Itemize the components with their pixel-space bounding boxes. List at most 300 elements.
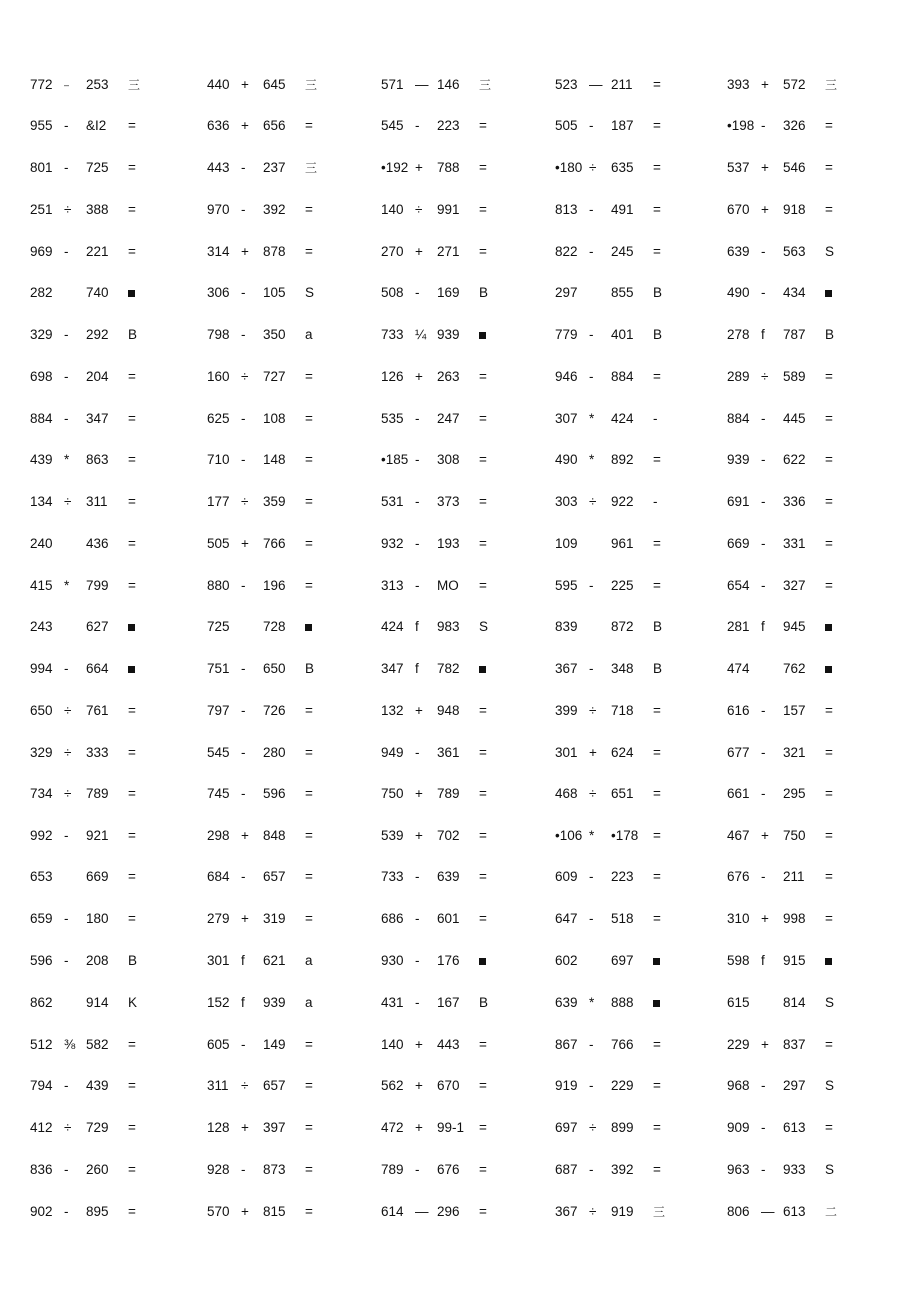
operator: ÷ [589, 1120, 597, 1135]
left-operand: 535 [381, 411, 404, 426]
right-operand: 392 [263, 202, 286, 217]
right-operand: 439 [86, 1078, 109, 1093]
result-mark: = [305, 786, 313, 801]
left-operand: 734 [30, 786, 53, 801]
left-operand: 598 [727, 953, 750, 968]
operator: - [589, 1037, 594, 1052]
left-operand: 412 [30, 1120, 53, 1135]
left-operand: 126 [381, 369, 404, 384]
problem-row [0, 367, 920, 387]
operator: - [589, 869, 594, 884]
filled-square-mark [825, 283, 832, 303]
result-mark: = [128, 244, 136, 259]
left-operand: 684 [207, 869, 230, 884]
operator: + [761, 77, 769, 92]
right-operand: MO [437, 578, 459, 593]
left-operand: 751 [207, 661, 230, 676]
filled-square-mark [479, 325, 486, 345]
right-operand: 939 [263, 995, 286, 1010]
result-mark: = [479, 828, 487, 843]
right-operand: 961 [611, 536, 634, 551]
result-mark: = [128, 1204, 136, 1219]
operator: - [241, 202, 246, 217]
problem-row [0, 951, 920, 971]
left-operand: 605 [207, 1037, 230, 1052]
result-mark: = [128, 536, 136, 551]
right-operand: 176 [437, 953, 460, 968]
operator: — [589, 77, 603, 92]
problem-row [0, 534, 920, 554]
result-mark: = [305, 745, 313, 760]
operator: f [761, 327, 765, 342]
result-mark: = [128, 160, 136, 175]
problem-row [0, 993, 920, 1013]
right-operand: 424 [611, 411, 634, 426]
result-mark: = [305, 536, 313, 551]
operator: + [241, 1120, 249, 1135]
left-operand: 278 [727, 327, 750, 342]
left-operand: 698 [30, 369, 53, 384]
operator: - [589, 369, 594, 384]
right-operand: 664 [86, 661, 109, 676]
filled-square-mark [128, 659, 135, 679]
result-mark: = [128, 411, 136, 426]
result-mark: = [128, 202, 136, 217]
left-operand: 443 [207, 160, 230, 175]
result-mark: = [479, 244, 487, 259]
operator: - [761, 786, 766, 801]
left-operand: 822 [555, 244, 578, 259]
operator: + [761, 1037, 769, 1052]
right-operand: 639 [437, 869, 460, 884]
left-operand: 970 [207, 202, 230, 217]
filled-square-icon [305, 624, 312, 631]
operator: - [241, 745, 246, 760]
right-operand: 645 [263, 77, 286, 92]
left-operand: 177 [207, 494, 230, 509]
left-operand: 596 [30, 953, 53, 968]
left-operand: 779 [555, 327, 578, 342]
operator: ÷ [64, 745, 72, 760]
operator: + [761, 202, 769, 217]
left-operand: 636 [207, 118, 230, 133]
right-operand: 296 [437, 1204, 460, 1219]
operator: + [241, 911, 249, 926]
result-mark: = [305, 1037, 313, 1052]
left-operand: 440 [207, 77, 230, 92]
operator: - [589, 202, 594, 217]
left-operand: 733 [381, 327, 404, 342]
left-operand: 240 [30, 536, 53, 551]
operator: - [761, 703, 766, 718]
left-operand: 329 [30, 327, 53, 342]
left-operand: 955 [30, 118, 53, 133]
operator: + [241, 536, 249, 551]
result-mark: S [305, 285, 315, 300]
operator: - [761, 494, 766, 509]
result-mark: = [653, 77, 661, 92]
operator: f [761, 619, 765, 634]
operator: + [415, 828, 423, 843]
left-operand: 570 [207, 1204, 230, 1219]
right-operand: 347 [86, 411, 109, 426]
operator: - [415, 285, 420, 300]
right-operand: 676 [437, 1162, 460, 1177]
operator: - [415, 745, 420, 760]
operator: - [64, 911, 69, 926]
result-mark: 二 [825, 1205, 838, 1219]
left-operand: 490 [555, 452, 578, 467]
operator: ÷ [589, 494, 597, 509]
right-operand: 921 [86, 828, 109, 843]
right-operand: 729 [86, 1120, 109, 1135]
right-operand: 572 [783, 77, 806, 92]
result-mark: 三 [479, 78, 492, 92]
operator: - [64, 1078, 69, 1093]
operator: - [241, 411, 246, 426]
right-operand: 815 [263, 1204, 286, 1219]
left-operand: 884 [30, 411, 53, 426]
left-operand: 152 [207, 995, 230, 1010]
operator: f [761, 953, 765, 968]
operator: ÷ [589, 703, 597, 718]
left-operand: 140 [381, 202, 404, 217]
result-mark: = [128, 828, 136, 843]
operator: + [415, 160, 423, 175]
left-operand: 490 [727, 285, 750, 300]
result-mark: B [653, 285, 663, 300]
right-operand: 718 [611, 703, 634, 718]
result-mark: 三 [825, 78, 838, 92]
right-operand: 271 [437, 244, 460, 259]
result-mark: = [825, 494, 833, 509]
filled-square-mark [305, 617, 312, 637]
result-mark: = [653, 578, 661, 593]
left-operand: 595 [555, 578, 578, 593]
operator: - [64, 828, 69, 843]
operator: f [241, 995, 245, 1010]
operator: ÷ [589, 786, 597, 801]
right-operand: 319 [263, 911, 286, 926]
left-operand: 992 [30, 828, 53, 843]
right-operand: 434 [783, 285, 806, 300]
right-operand: 656 [263, 118, 286, 133]
filled-square-mark [479, 951, 486, 971]
right-operand: 884 [611, 369, 634, 384]
operator: - [241, 1162, 246, 1177]
operator: * [589, 411, 595, 426]
operator: + [415, 369, 423, 384]
right-operand: 863 [86, 452, 109, 467]
problem-row [0, 200, 920, 220]
left-operand: 919 [555, 1078, 578, 1093]
problem-row [0, 909, 920, 929]
left-operand: 677 [727, 745, 750, 760]
operator: - [415, 452, 420, 467]
right-operand: 670 [437, 1078, 460, 1093]
result-mark: = [479, 494, 487, 509]
result-mark: = [128, 1037, 136, 1052]
right-operand: 149 [263, 1037, 286, 1052]
operator: * [64, 578, 70, 593]
right-operand: 657 [263, 869, 286, 884]
right-operand: 814 [783, 995, 806, 1010]
left-operand: 661 [727, 786, 750, 801]
left-operand: 697 [555, 1120, 578, 1135]
result-mark: = [479, 1078, 487, 1093]
left-operand: 439 [30, 452, 53, 467]
result-mark: = [128, 869, 136, 884]
operator: ÷ [64, 202, 72, 217]
left-operand: 128 [207, 1120, 230, 1135]
result-mark: B [479, 285, 489, 300]
right-operand: 225 [611, 578, 634, 593]
right-operand: 888 [611, 995, 634, 1010]
right-operand: 799 [86, 578, 109, 593]
result-mark: = [305, 369, 313, 384]
result-mark: = [825, 160, 833, 175]
operator: + [241, 244, 249, 259]
right-operand: 436 [86, 536, 109, 551]
right-operand: 725 [86, 160, 109, 175]
right-operand: 915 [783, 953, 806, 968]
result-mark: 三 [305, 161, 318, 175]
operator: ÷ [589, 160, 597, 175]
right-operand: 601 [437, 911, 460, 926]
left-operand: 508 [381, 285, 404, 300]
left-operand: 836 [30, 1162, 53, 1177]
right-operand: 998 [783, 911, 806, 926]
operator: - [241, 160, 246, 175]
problem-row [0, 617, 920, 637]
left-operand: 653 [30, 869, 53, 884]
result-mark: = [653, 118, 661, 133]
operator: ÷ [241, 1078, 249, 1093]
result-mark: = [305, 1120, 313, 1135]
right-operand: 855 [611, 285, 634, 300]
result-mark: = [653, 244, 661, 259]
right-operand: 702 [437, 828, 460, 843]
right-operand: 546 [783, 160, 806, 175]
left-operand: 505 [207, 536, 230, 551]
operator: * [64, 452, 70, 467]
right-operand: 669 [86, 869, 109, 884]
result-mark: = [479, 118, 487, 133]
right-operand: 983 [437, 619, 460, 634]
left-operand: 298 [207, 828, 230, 843]
result-mark: = [653, 1078, 661, 1093]
left-operand: 939 [727, 452, 750, 467]
operator: - [589, 327, 594, 342]
left-operand: 562 [381, 1078, 404, 1093]
right-operand: 297 [783, 1078, 806, 1093]
right-operand: 837 [783, 1037, 806, 1052]
left-operand: 301 [207, 953, 230, 968]
result-mark: = [825, 786, 833, 801]
left-operand: •192 [381, 160, 409, 175]
filled-square-mark [653, 993, 660, 1013]
result-mark: = [653, 1120, 661, 1135]
operator: — [415, 77, 429, 92]
result-mark: = [305, 869, 313, 884]
left-operand: 691 [727, 494, 750, 509]
result-mark: = [825, 452, 833, 467]
left-operand: 932 [381, 536, 404, 551]
operator: - [761, 578, 766, 593]
operator: f [415, 661, 419, 676]
right-operand: 311 [86, 494, 108, 509]
result-mark: = [825, 578, 833, 593]
right-operand: 295 [783, 786, 806, 801]
operator: - [241, 661, 246, 676]
left-operand: 614 [381, 1204, 404, 1219]
result-mark: = [825, 118, 833, 133]
operator: + [241, 828, 249, 843]
result-mark: = [479, 745, 487, 760]
left-operand: 523 [555, 77, 578, 92]
filled-square-icon [479, 958, 486, 965]
left-operand: 313 [381, 578, 404, 593]
result-mark: = [305, 1204, 313, 1219]
problem-row [0, 1202, 920, 1222]
result-mark: a [305, 327, 313, 342]
operator: ÷ [64, 494, 72, 509]
left-operand: 537 [727, 160, 750, 175]
right-operand: 624 [611, 745, 634, 760]
right-operand: 892 [611, 452, 634, 467]
result-mark: = [305, 244, 313, 259]
right-operand: 260 [86, 1162, 109, 1177]
operator: — [761, 1204, 775, 1219]
operator: - [415, 1162, 420, 1177]
left-operand: 132 [381, 703, 404, 718]
left-operand: 670 [727, 202, 750, 217]
right-operand: 848 [263, 828, 286, 843]
operator: ¼ [415, 327, 427, 342]
filled-square-icon [653, 1000, 660, 1007]
operator: - [64, 244, 69, 259]
left-operand: 725 [207, 619, 230, 634]
operator: - [761, 536, 766, 551]
left-operand: 251 [30, 202, 53, 217]
result-mark: = [128, 1162, 136, 1177]
right-operand: 657 [263, 1078, 286, 1093]
result-mark: = [653, 703, 661, 718]
filled-square-icon [128, 290, 135, 297]
problem-row [0, 75, 920, 95]
problem-row [0, 283, 920, 303]
right-operand: 899 [611, 1120, 634, 1135]
operator: - [761, 1078, 766, 1093]
left-operand: 505 [555, 118, 578, 133]
right-operand: 727 [263, 369, 286, 384]
left-operand: 399 [555, 703, 578, 718]
right-operand: 169 [437, 285, 460, 300]
problem-row [0, 450, 920, 470]
left-operand: 884 [727, 411, 750, 426]
left-operand: 282 [30, 285, 53, 300]
left-operand: 813 [555, 202, 578, 217]
result-mark: a [305, 953, 313, 968]
operator: - [589, 661, 594, 676]
right-operand: 726 [263, 703, 286, 718]
problem-row [0, 701, 920, 721]
result-mark: = [128, 118, 136, 133]
right-operand: 180 [86, 911, 109, 926]
left-operand: 710 [207, 452, 230, 467]
right-operand: 157 [783, 703, 806, 718]
operator: f [415, 619, 419, 634]
left-operand: 279 [207, 911, 230, 926]
result-mark: = [128, 745, 136, 760]
right-operand: 918 [783, 202, 806, 217]
result-mark: B [479, 995, 489, 1010]
right-operand: 348 [611, 661, 634, 676]
left-operand: 867 [555, 1037, 578, 1052]
right-operand: &I2 [86, 118, 107, 133]
left-operand: •185 [381, 452, 409, 467]
operator: - [241, 452, 246, 467]
problem-row [0, 576, 920, 596]
right-operand: 762 [783, 661, 806, 676]
left-operand: 303 [555, 494, 578, 509]
operator: + [415, 786, 423, 801]
result-mark: = [479, 202, 487, 217]
operator: ÷ [64, 786, 72, 801]
result-mark: = [479, 1037, 487, 1052]
filled-square-icon [825, 290, 832, 297]
right-operand: 223 [437, 118, 460, 133]
left-operand: 930 [381, 953, 404, 968]
result-mark: = [479, 160, 487, 175]
right-operand: 582 [86, 1037, 109, 1052]
right-operand: 443 [437, 1037, 460, 1052]
left-operand: 862 [30, 995, 53, 1010]
right-operand: 388 [86, 202, 109, 217]
operator: - [761, 869, 766, 884]
left-operand: 160 [207, 369, 230, 384]
left-operand: 424 [381, 619, 404, 634]
filled-square-mark [825, 951, 832, 971]
operator: - [589, 244, 594, 259]
filled-square-mark [128, 617, 135, 637]
right-operand: 873 [263, 1162, 286, 1177]
left-operand: 969 [30, 244, 53, 259]
right-operand: 914 [86, 995, 109, 1010]
result-mark: = [653, 369, 661, 384]
operator: ÷ [415, 202, 423, 217]
result-mark: = [305, 202, 313, 217]
left-operand: 615 [727, 995, 750, 1010]
result-mark: = [479, 1120, 487, 1135]
filled-square-icon [653, 958, 660, 965]
operator: - [761, 411, 766, 426]
left-operand: 301 [555, 745, 578, 760]
result-mark: B [653, 327, 663, 342]
left-operand: 806 [727, 1204, 750, 1219]
result-mark: = [653, 202, 661, 217]
filled-square-icon [128, 624, 135, 631]
operator: - [761, 1120, 766, 1135]
result-mark: B [653, 661, 663, 676]
result-mark: = [479, 536, 487, 551]
result-mark: = [305, 911, 313, 926]
left-operand: 801 [30, 160, 53, 175]
operator: - [64, 118, 69, 133]
right-operand: 105 [263, 285, 286, 300]
left-operand: •106 [555, 828, 583, 843]
left-operand: 281 [727, 619, 750, 634]
